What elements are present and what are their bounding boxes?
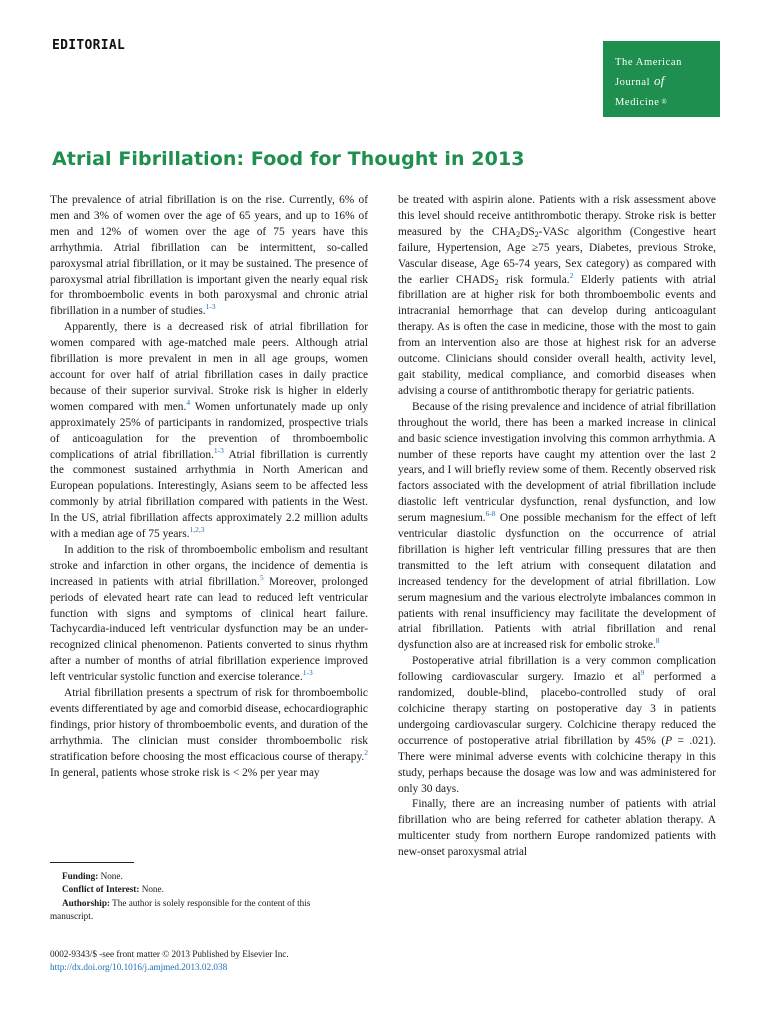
reference-link[interactable]: 8	[655, 636, 660, 646]
paragraph-continued: be treated with aspirin alone. Patients with a risk assessment above this level should receive antithrombotic therapy. Stroke risk is better measured by the $CHA_2DS_2$-VASc algorithm (Congestive heart failure, Hypertension, Age ≥75 years, Diabetes, previous Stroke, Vascular disease, Age 65-74 years, Sex category) as compared with the earlier $CHADS_2$ risk formula.$^2$ Elderly patients with atrial fibrillation are at higher risk for both thromboembolic events and intracranial hemorrhage that can develop during anticoagulant therapy. As is often the case in medicine, those with the most to gain from an intervention also are those at highest risk for an adverse outcome. Clinicians should consider overall health, activity level, gait stability, medical compliance, and comorbid diseases when advising a course of antithrombotic therapy for geriatric patients.	[398, 194, 717, 397]
authorship-note-continued: manuscript.	[50, 911, 94, 922]
reference-link[interactable]: 9	[640, 668, 645, 678]
doi-link[interactable]: http://dx.doi.org/10.1016/j.amjmed.2013.02.038	[50, 962, 228, 973]
paragraph: Finally, there are an increasing number of patients with atrial fibrillation who are being referred for catheter ablation therapy. A multicenter study from northern Europe randomized patients with new-onset paroxysmal atrial	[398, 798, 716, 859]
journal-logo-line3: Medicine ®	[615, 97, 668, 108]
journal-logo-line2: Journal of	[615, 73, 665, 88]
journal-logo-line1: The American	[615, 57, 682, 68]
body-column-right	[398, 193, 716, 861]
reference-link[interactable]: 1-3	[302, 668, 313, 678]
journal-logo	[603, 41, 720, 117]
reference-link[interactable]: 1-3	[213, 445, 224, 455]
paragraph: In addition to the risk of thromboembolic embolism and resultant stroke and infarction in other organs, the incidence of dementia is increased in patients with atrial fibrillation.$^5$ Moreover, prolonged periods of elevated heart rate can lead to reduced left ventricular function with signs and symptoms of clinical heart failure. Tachycardia-induced left ventricular dysfunction may be an under-recognized clinical phenomenon. Patients converted to sinus rhythm after a number of months of atrial fibrillation experience improved left ventricular systolic function and exercise tolerance.$^{1-3}$	[50, 543, 368, 684]
reference-link[interactable]: 2	[569, 270, 574, 280]
paragraph: Apparently, there is a decreased risk of atrial fibrillation for women compared with age-matched male peers. Although atrial fibrillation is more prevalent in men in all age groups, women account for over half of atrial fibrillation cases in daily practice because of their superior survival. Stroke risk is higher in elderly women compared with men.$^4$ Women unfortunately made up only approximately 25% of participants in randomized, prospective trials of anticoagulation for the prevention of thromboembolic complications of atrial fibrillation.$^{1-3}$ Atrial fibrillation is currently the commonest sustained arrhythmia in North American and European populations. Interestingly, Asians seem to be affected less commonly by atrial fibrillation compared with patients in the West. In the US, atrial fibrillation affects approximately 2.2 million adults with a median age of 75 years.$^{1,2,3}$	[50, 321, 368, 541]
paragraph: Because of the rising prevalence and incidence of atrial fibrillation throughout the world, there has been a marked increase in clinical and basic science investigation involving this common arrhythmia. A number of these reports have caught my attention over the last 2 years, and I will briefly review some of them. Recently observed risk factors associated with the development of atrial fibrillation include diastolic left ventricular dysfunction, renal dysfunction, and low serum magnesium.$^{6-8}$ One possible mechanism for the effect of left ventricular diastolic dysfunction on the occurrence of atrial fibrillation is higher left ventricular filling pressures that are then transmitted to the left atrium with consequent dilatation and increased tendency for the development of atrial fibrillation. Low serum magnesium and the various electrolyte imbalances common in patients with renal insufficiency may facilitate the development of atrial fibrillation. Patients with atrial fibrillation and renal dysfunction also are at increased risk for embolic stroke.$^8$	[398, 400, 716, 652]
reference-link[interactable]: 5	[259, 572, 264, 582]
paragraph: Atrial fibrillation presents a spectrum of risk for thromboembolic events differentiated by age and comorbid disease, echocardiographic findings, prior history of thromboembolic events, and duration of the arrhythmia. The clinician must consider thromboembolic risk stratification before choosing the most efficacious course of therapy.$^2$ In general, patients whose stroke risk is < 2% per year may	[50, 687, 368, 779]
reference-link[interactable]: 1,2,3	[189, 525, 205, 535]
footnotes	[50, 870, 368, 924]
authorship-note: Authorship: The author is solely responsible for the content of this	[62, 897, 311, 908]
issn-line: 0002-9343/$ -see front matter © 2013 Published by Elsevier Inc.	[50, 949, 289, 959]
reference-link[interactable]: 2	[364, 747, 368, 757]
reference-link[interactable]: 4	[186, 397, 191, 407]
reference-link[interactable]: 1-3	[205, 302, 216, 312]
front-matter	[50, 948, 390, 975]
article-title: Atrial Fibrillation: Food for Thought in 2013	[52, 148, 525, 170]
body-column-left	[50, 193, 368, 782]
section-label: EDITORIAL	[52, 38, 126, 53]
funding-note: Funding: None.	[62, 871, 123, 881]
footnote-rule	[50, 862, 134, 863]
paragraph: Postoperative atrial fibrillation is a very common complication following cardiovascular surgery. Imazio et $al^9$ performed a randomized, double-blind, placebo-controlled study of oral colchicine therapy starting on postoperative day 3 in patients undergoing cardiovascular surgery. Colchicine therapy reduced the occurrence of postoperative atrial fibrillation by 45% (P = .021). There were minimal adverse events with colchicine therapy in this study, perhaps because the dosage was low and was administered for only 30 days.	[398, 655, 716, 795]
conflict-note: Conflict of Interest: None.	[62, 884, 164, 895]
reference-link[interactable]: 6-8	[485, 509, 496, 519]
paragraph: The prevalence of atrial fibrillation is on the rise. Currently, 6% of men and 3% of women over the age of 65 years, and up to 16% of men and 12% of women over the age of 75 years have this arrhythmia. Atrial fibrillation can be intermittent, so-called paroxysmal atrial fibrillation, or it may be sustained. The presence of paroxysmal atrial fibrillation is important given the nearly equal risk for thromboembolic events in both paroxysmal and chronic atrial fibrillation in a number of studies.$^{1-3}$	[50, 194, 368, 318]
